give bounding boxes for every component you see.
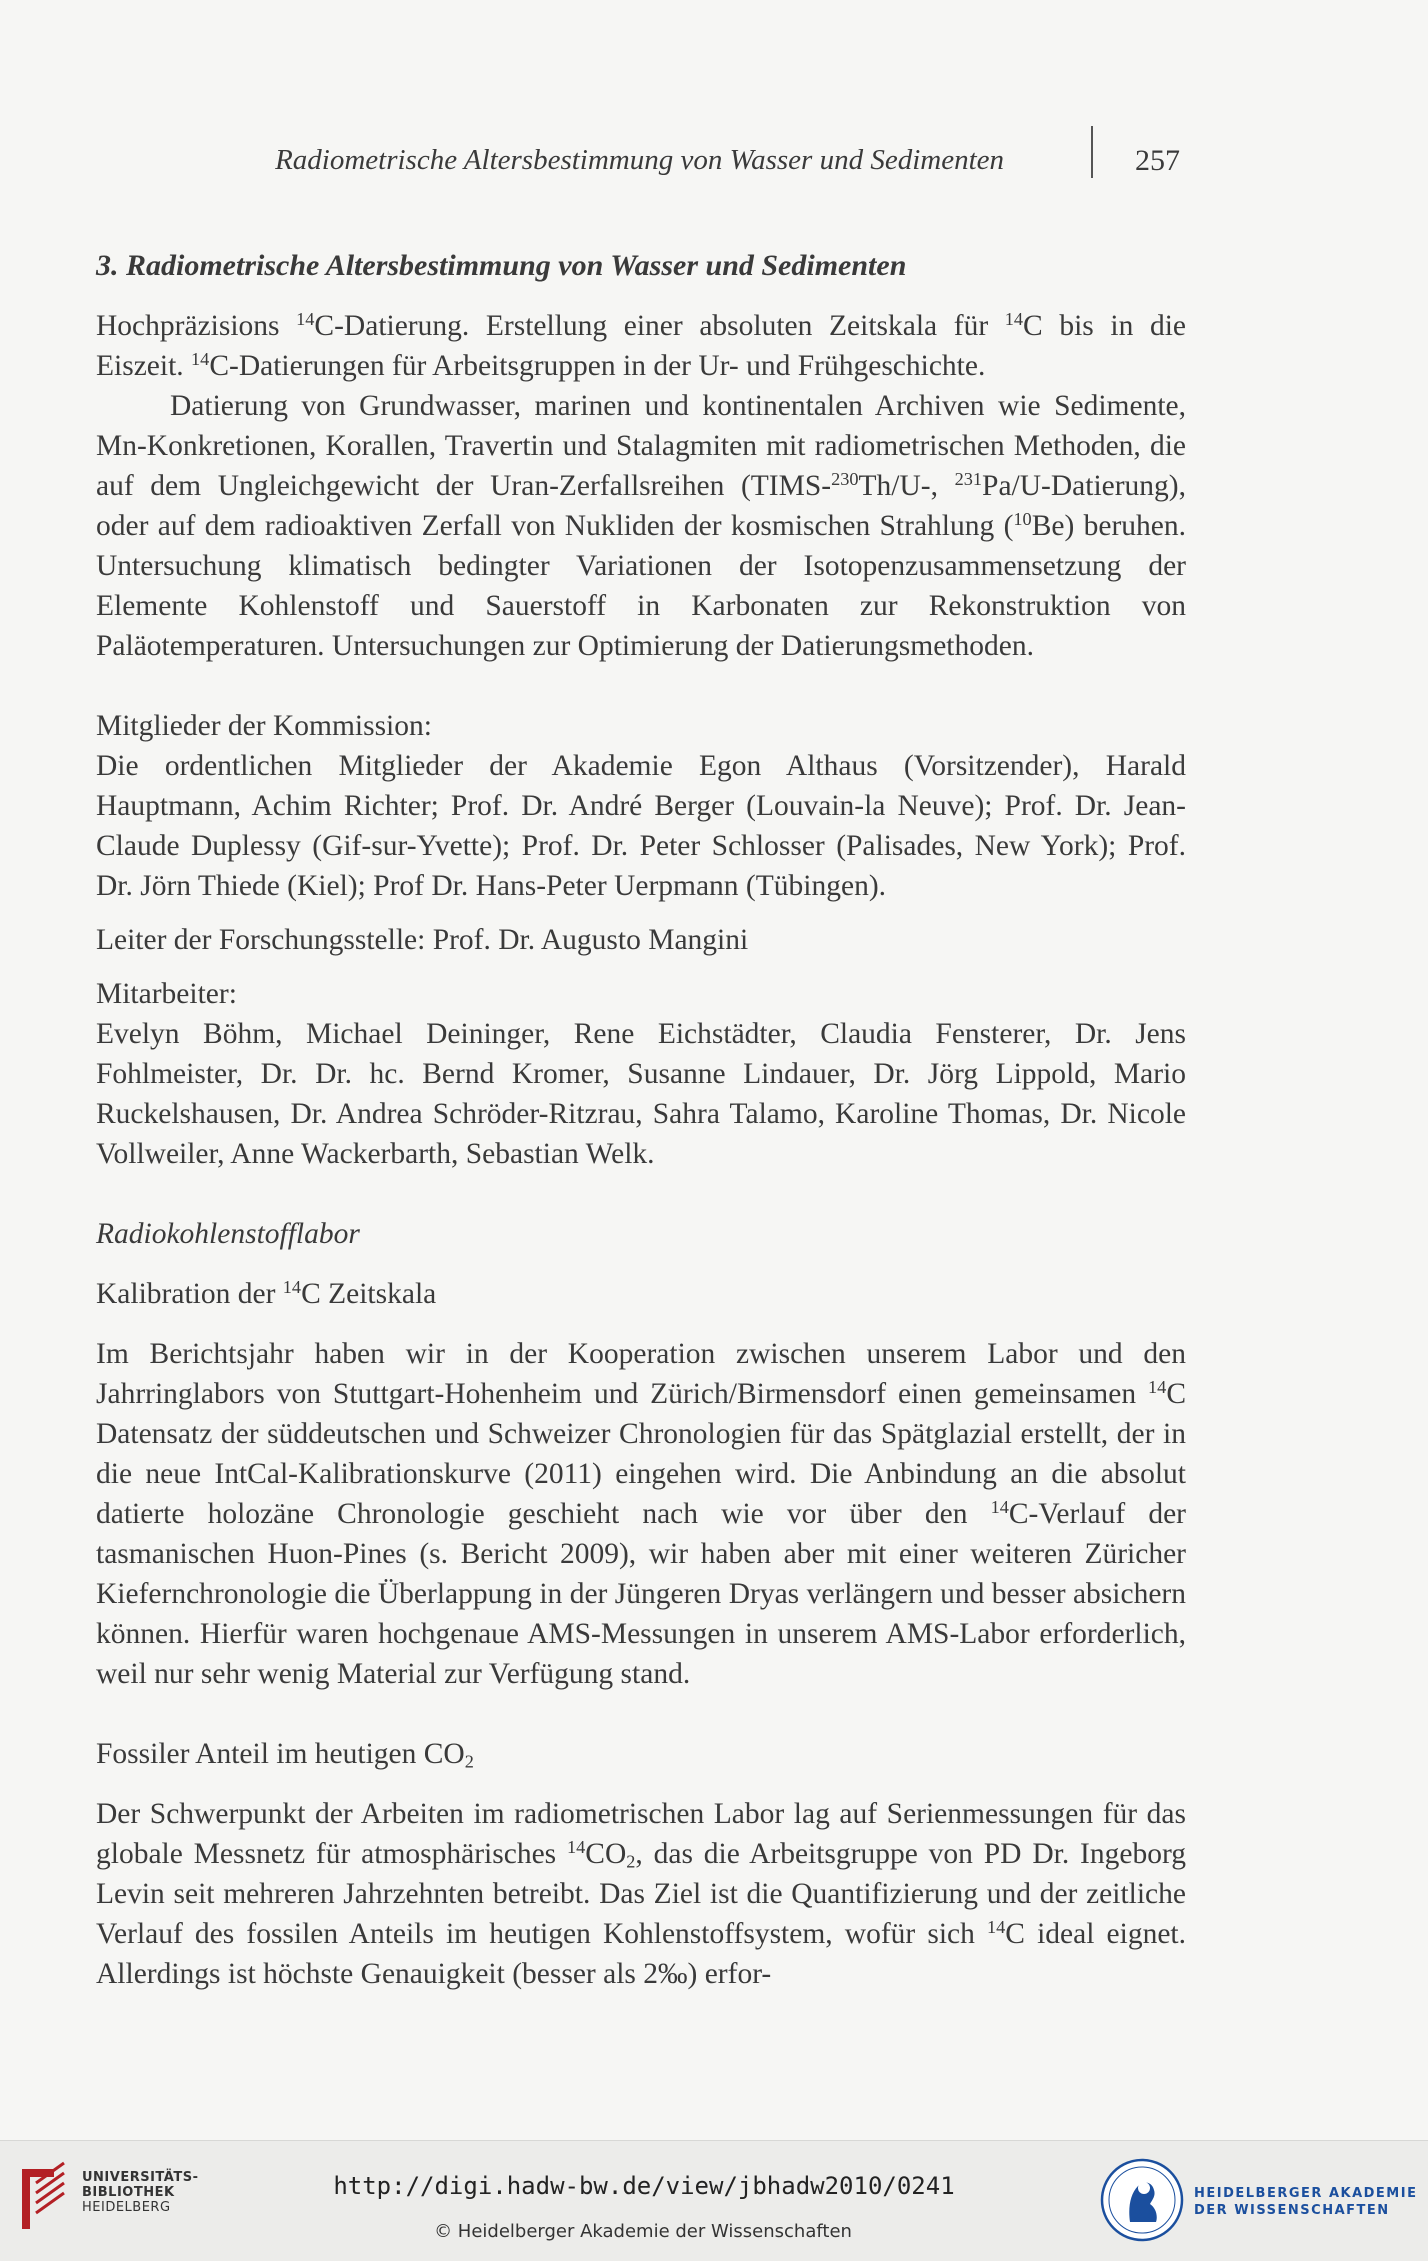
lab-leader: Leiter der Forschungsstelle: Prof. Dr. Augusto Mangini	[96, 924, 749, 956]
digitization-footer	[0, 2140, 1428, 2261]
copyright-notice: © Heidelberger Akademie der Wissenschaften	[434, 2221, 852, 2242]
calibration-paragraph: Im Berichtsjahr haben wir in der Kooperation zwischen unserem Labor und den Jahrringlabors von Stuttgart-Hohenheim und Zürich/Birmensdorf einen gemeinsamen $^{14}$C Datensatz der süddeutschen und Schweizer Chronologien für das Spätglazial erstellt, der in die neue IntCal-Kalibrationskurve (2011) eingehen wird. Die Anbindung an die absolut datierte holozäne Chronologie geschieht nach wie vor über den $^{14}$C-Verlauf der tasmanischen Huon-Pines (s. Bericht 2009), wir haben aber mit einer weiteren Züricher Kiefernchronologie die Überlappung in der Jüngeren Dryas verlängern und besser absichern können. Hierfür waren hochgenaue AMS-Messungen in unserem AMS-Labor erforderlich, weil nur sehr wenig Material zur Verfügung stand.	[96, 1338, 1186, 1690]
main-text	[96, 246, 1186, 1994]
members-list: Die ordentlichen Mitglieder der Akademie Egon Althaus (Vorsitzender), Harald Hauptmann, Achim Richter; Prof. Dr. André Berger (Louvain-la Neuve); Prof. Dr. Jean-Claude Duplessy (Gif-sur-Yvette); Prof. Dr. Peter Schlosser (Palisades, New York); Prof. Dr. Jörn Thiede (Kiel); Prof Dr. Hans-Peter Uerpmann (Tübingen).	[96, 750, 1186, 902]
section-title: 3. Radiometrische Altersbestimmung von Wasser und Sedimenten	[96, 249, 907, 282]
university-library-name: UNIVERSITÄTS- BIBLIOTHEK HEIDELBERG	[82, 2170, 199, 2215]
subheading-fossil-co2: Fossiler Anteil im heutigen $CO_2$	[96, 1738, 474, 1772]
intro-paragraph-1: Hochpräzisions $^{14}$C-Datierung. Erstellung einer absoluten Zeitskala für $^{14}$C bis in die Eiszeit. $^{14}$C-Datierungen für Arbeitsgruppen in der Ur- und Frühgeschichte.	[96, 308, 1186, 382]
intro-paragraph-2: Datierung von Grundwasser, marinen und kontinentalen Archiven wie Sedimente, Mn-Konkretionen, Korallen, Travertin und Stalagmiten mit radiometrischen Methoden, die auf dem Ungleichgewicht der Uran-Zerfallsreihen (TIMS-$^{230}$Th/U-, $^{231}$Pa/U-Datierung), oder auf dem radioaktiven Zerfall von Nukliden der kosmischen Strahlung ($^{10}$Be) beruhen. Untersuchung klimatisch bedingter Variationen der Isotopenzusammensetzung der Elemente Kohlenstoff und Sauerstoff in Karbonaten zur Rekonstruktion von Paläotemperaturen. Untersuchungen zur Optimierung der Datierungsmethoden.	[96, 390, 1187, 662]
members-heading: Mitglieder der Kommission:	[96, 710, 432, 742]
fossil-co2-paragraph: Der Schwerpunkt der Arbeiten im radiometrischen Labor lag auf Serienmessungen für das globale Messnetz für atmosphärisches $^{14}CO_2$, das die Arbeitsgruppe von PD Dr. Ingeborg Levin seit mehreren Jahrzehnten betreibt. Das Ziel ist die Quantifizierung und der zeitliche Verlauf des fossilen Anteils im heutigen Kohlenstoffsystem, wofür sich $^{14}$C ideal eignet. Allerdings ist höchste Genauigkeit (besser als 2‰) erfor-	[96, 1798, 1187, 1990]
header-divider	[1091, 126, 1093, 178]
staff-heading: Mitarbeiter:	[96, 978, 237, 1010]
running-title: Radiometrische Altersbestimmung von Wasser und Sedimenten	[275, 144, 1004, 176]
academy-seal-icon	[1100, 2158, 1184, 2242]
page-number: 257	[1135, 144, 1180, 177]
academy-name: HEIDELBERGER AKADEMIE DER WISSENSCHAFTEN	[1194, 2186, 1418, 2218]
subheading-calibration: Kalibration der $^{14}$C Zeitskala	[96, 1276, 437, 1310]
permalink[interactable]: http://digi.hadw-bw.de/view/jbhadw2010/0241	[333, 2172, 955, 2200]
lab-heading: Radiokohlenstofflabor	[96, 1218, 360, 1250]
staff-list: Evelyn Böhm, Michael Deininger, Rene Eichstädter, Claudia Fensterer, Dr. Jens Fohlmeister, Dr. Dr. hc. Bernd Kromer, Susanne Lindauer, Dr. Jörg Lippold, Mario Ruckelshausen, Dr. Andrea Schröder-Ritzrau, Sahra Talamo, Karoline Thomas, Dr. Nicole Vollweiler, Anne Wackerbarth, Sebastian Welk.	[96, 1018, 1186, 1170]
